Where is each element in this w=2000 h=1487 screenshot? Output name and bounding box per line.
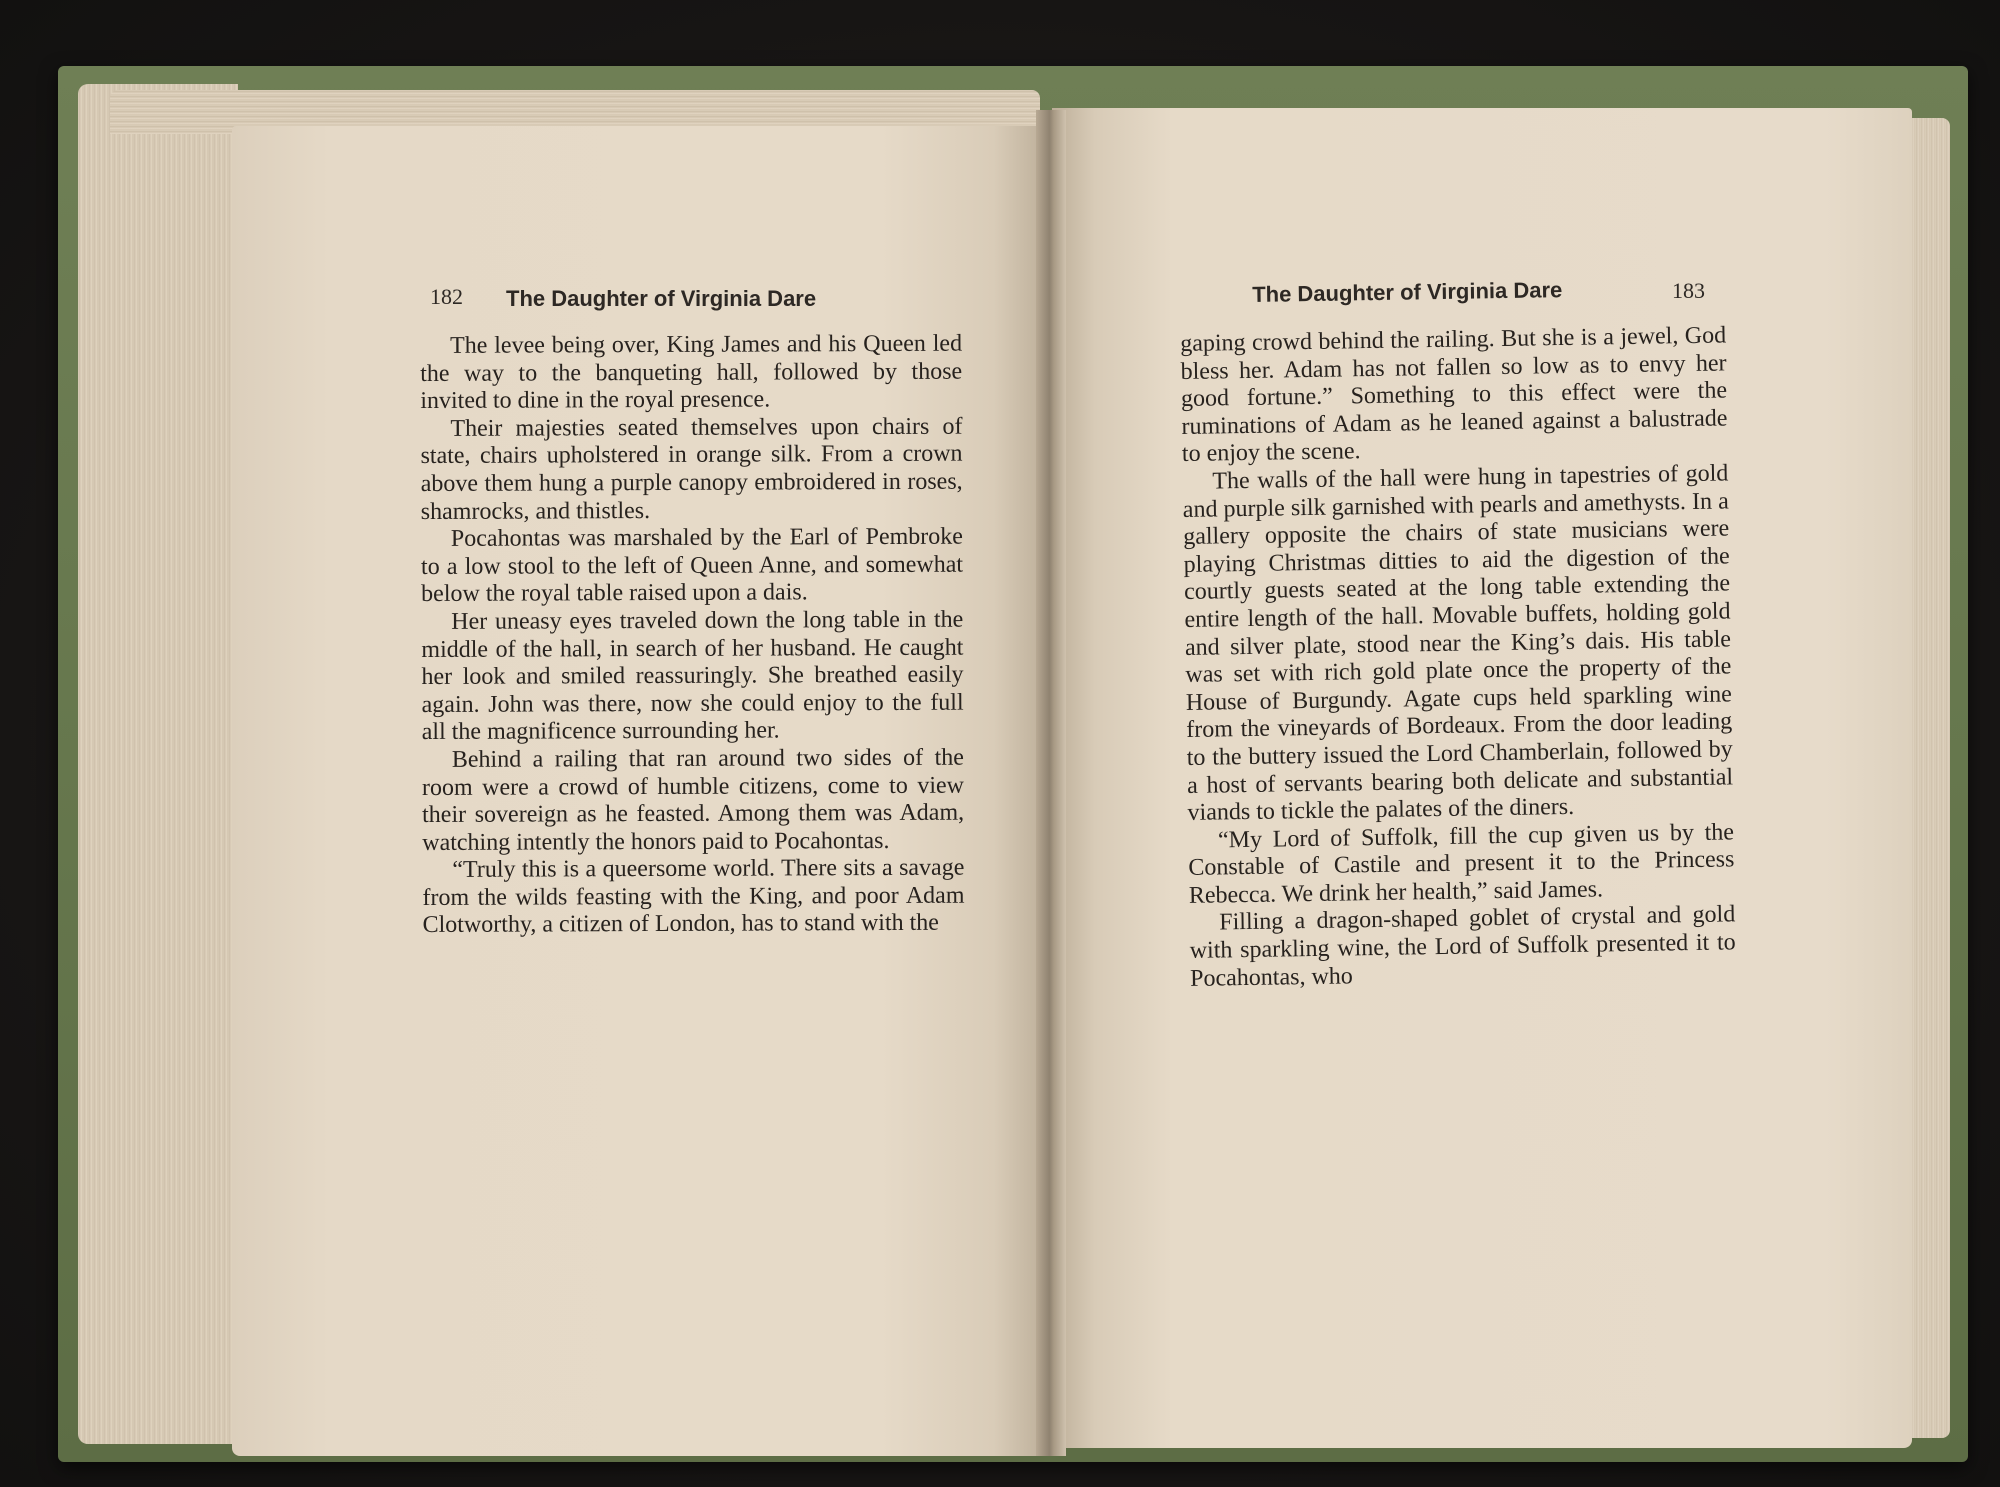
paragraph: The walls of the hall were hung in tapestries of gold and purple silk garnished with pearls and amethysts. In a gallery opposite the chairs of state musicians were playing Christmas ditties to aid the digestion of the courtly guests seated at the long table extending the entire length of the hall. Movable buffets, holding gold and silver plate, stood near the King’s dais. His table was set with rich gold plate once the property of the House of Burgundy. Agate cups held sparkling wine from the vineyards of Bordeaux. From the door leading to the buttery issued the Lord Chamberlain, followed by a host of servants bearing both delicate and substantial viands to tickle the palates of the diners. xyxy=(1182,460,1734,827)
paragraph: The levee being over, King James and his Queen led the way to the banqueting hall, followed by those invited to dine in the royal presence. xyxy=(420,330,963,415)
paragraph: Behind a railing that ran around two sides of the room were a crowd of humble citizens, come to view their sovereign as he feasted. Among them was Adam, watching intently the honors paid to Pocahontas. xyxy=(421,744,965,856)
left-page-number: 182 xyxy=(430,284,463,309)
paragraph: “My Lord of Suffolk, fill the cup given us by the Constable of Castile and present it to the Princess Rebecca. We drink her health,” said James. xyxy=(1188,819,1735,909)
left-running-head: The Daughter of Virginia Dare xyxy=(506,286,817,311)
right-page-body xyxy=(1180,322,1736,993)
page-edges-left xyxy=(78,84,238,1444)
left-page-body xyxy=(420,331,965,940)
paragraph: Filling a dragon-shaped goblet of crystal and gold with sparkling wine, the Lord of Suffolk presented it to Pocahontas, who xyxy=(1189,901,1736,992)
book-gutter xyxy=(1036,110,1066,1456)
paragraph: Pocahontas was marshaled by the Earl of Pembroke to a low stool to the left of Queen Anne, and somewhat below the royal table raised upon a dais. xyxy=(420,523,964,608)
paragraph: “Truly this is a queersome world. There sits a savage from the wilds feasting with the King, and poor Adam Clotworthy, a citizen of London, has to stand with the xyxy=(422,854,965,939)
paragraph-continued: gaping crowd behind the railing. But she is a jewel, God bless her. Adam has not fallen so low as to envy her good fortune.” Something to this effect were the ruminations of Adam as he leaned against a balustrade to enjoy the scene. xyxy=(1180,322,1728,468)
right-page-number: 183 xyxy=(1672,278,1705,303)
paragraph: Her uneasy eyes traveled down the long table in the middle of the hall, in search of her husband. He caught her look and smiled reassuringly. She breathed easily again. John was there, now she could enjoy to the full all the magnificence surrounding her. xyxy=(421,606,964,746)
paragraph: Their majesties seated themselves upon chairs of state, chairs upholstered in orange silk. From a crown above them hung a purple canopy embroidered in roses, shamrocks, and thistles. xyxy=(420,413,963,525)
right-running-head: The Daughter of Virginia Dare xyxy=(1252,277,1563,307)
